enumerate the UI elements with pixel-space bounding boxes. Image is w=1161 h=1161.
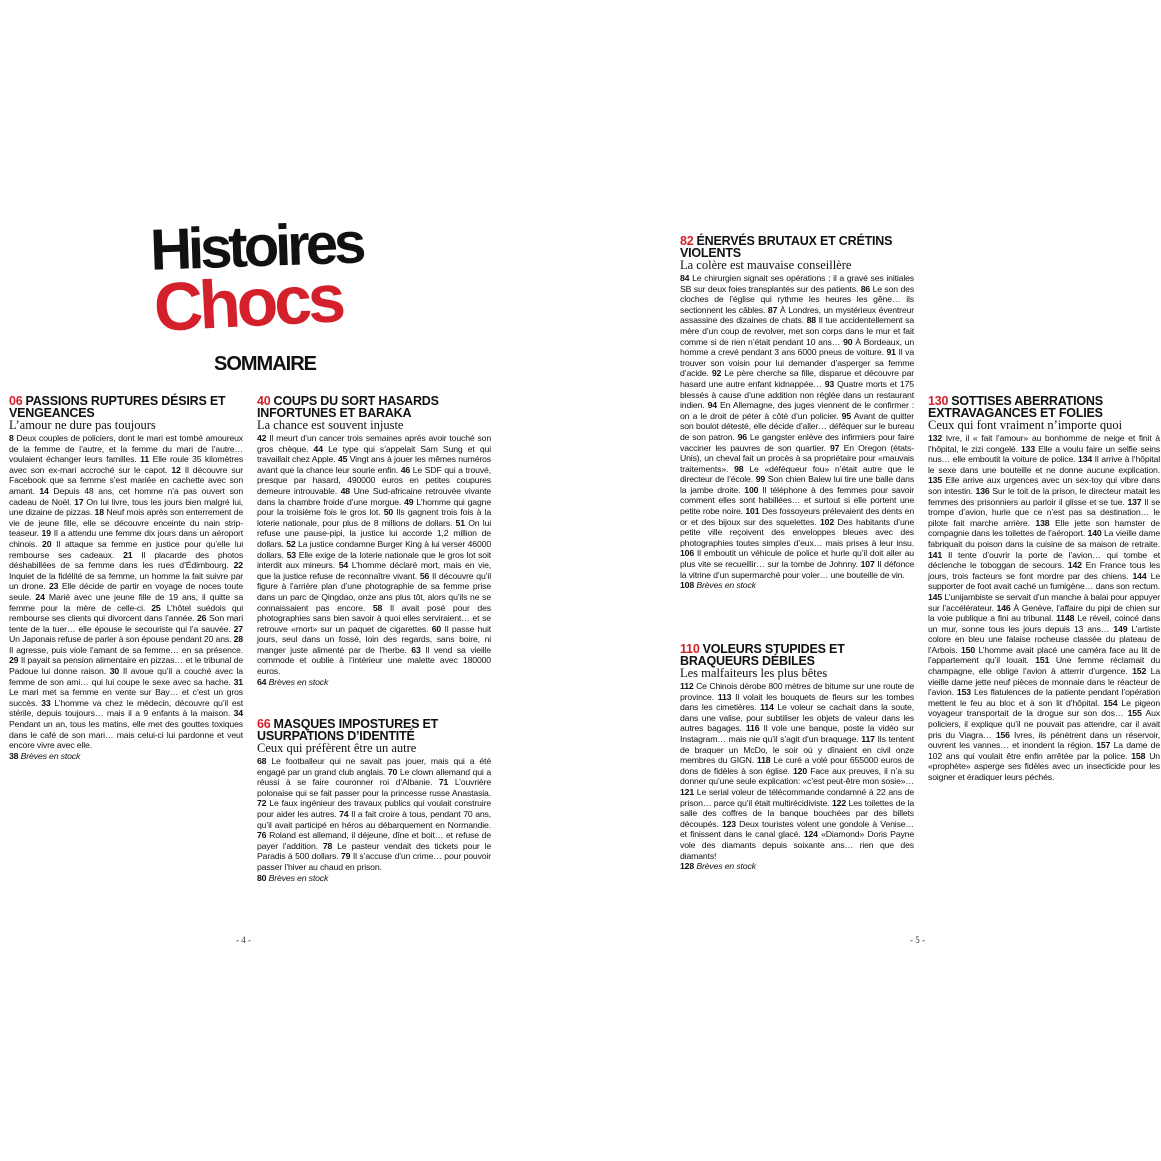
item-text: La vieille dame fabriquait du poison dans la cuisine de sa maison de retraite. [928, 528, 1160, 549]
item-page-number: 44 [313, 443, 323, 454]
item-text: Le pasteur vendait des tickets pour le Paradis à 500 dollars. [257, 840, 491, 862]
item-page-number: 116 [745, 723, 760, 734]
item-page-number: 156 [995, 729, 1010, 740]
item-page-number: 71 [438, 777, 449, 788]
item-page-number: 99 [755, 474, 766, 485]
item-text: À Bordeaux, un homme a crevé pendant 3 ans 6000 pneus de voiture. [680, 336, 915, 358]
item-page-number: 141 [928, 549, 943, 560]
item-page-number: 33 [41, 697, 51, 708]
item-text: Il emboutit un véhicule de police et hurle qu’il doit aller au plus vite se recueillir… sur la tombe de Johnny. [680, 548, 914, 570]
item-page-number: 1148 [1056, 613, 1075, 624]
section-subtitle: Ceux qui font vraiment n’importe quoi [928, 418, 1123, 432]
item-page-number: 70 [387, 766, 398, 777]
item-page-number: 84 [680, 273, 690, 283]
item-text: Il s’accuse d’un crime… pour pouvoir passer l’hiver au chaud en prison. [257, 851, 492, 872]
item-page-number: 153 [956, 687, 971, 698]
item-page-number: 78 [322, 840, 333, 851]
item-page-number: 34 [233, 708, 243, 719]
item-text: Un «prophète» asperge ses fidèles avec un insecticide pour les soigner et éradiquer leurs péchés. [928, 750, 1160, 782]
item-page-number: 120 [792, 765, 808, 776]
item-text: Avant de quitter son boulot détesté, elle décide d’aller… déféquer sur le bureau de son patron. [680, 410, 914, 442]
item-page-number: 20 [42, 538, 52, 549]
item-page-number: 68 [257, 756, 267, 766]
item-page-number: 133 [1020, 443, 1036, 454]
breves-label: Brèves en stock [696, 580, 756, 591]
item-page-number: 60 [431, 623, 442, 634]
section-title-text: PASSIONS RUPTURES DÉSIRS ET VENGEANCES [9, 394, 226, 420]
item-page-number: 146 [996, 602, 1011, 613]
item-text: En Oregon (états-Unis), un cheval fait un procès à sa propriétaire pour «mauvais traitements». [680, 442, 914, 474]
item-text: Il vole une banque, poste la vidéo sur Instagram… mais nie qu’il s’agit d’un braquage. [680, 723, 915, 744]
item-text: Une femme réclamait du champagne, elle oblige l’avion à atterrir d’urgence. [928, 655, 1161, 677]
section-page-number: 66 [257, 717, 271, 731]
item-page-number: 94 [707, 400, 717, 411]
section-items [928, 433, 1160, 783]
item-text: On lui livre, tous les jours bien malgré lui, une dizaine de pizzas. [9, 496, 244, 518]
item-page-number: 50 [383, 507, 394, 518]
item-page-number: 142 [1067, 560, 1082, 571]
section-title-text: COUPS DU SORT HASARDS INFORTUNES ET BARAKA [257, 394, 439, 420]
item-text: Il payait sa pension alimentaire en pizzas… et le tribunal de Padoue lui donne raison. [9, 655, 244, 677]
item-page-number: 49 [404, 496, 414, 507]
item-text: Des fossoyeurs prélevaient des dents en or et des bijoux sur des squelettes. [680, 506, 914, 527]
item-page-number: 29 [9, 655, 19, 666]
item-page-number: 140 [1087, 528, 1102, 539]
item-text: Il volait les bouquets de fleurs sur les tombes dans les cimetières. [680, 691, 915, 713]
item-page-number: 8 [9, 433, 14, 443]
section-page-number: 06 [9, 394, 23, 408]
section-items [257, 433, 491, 687]
item-page-number: 92 [711, 368, 722, 379]
section-title [257, 718, 491, 742]
item-page-number: 98 [734, 463, 744, 474]
item-page-number: 136 [975, 485, 990, 496]
item-text: Il a fait croire à tous, pendant 70 ans, qu’il avait participé en héros au débarquement en Normandie. [257, 808, 492, 830]
item-text: Deux touristes volent une gondole à Venise… et finissent dans le canal glacé. [680, 818, 915, 840]
item-text: Ivres, ils pénètrent dans un réservoir, ouvrent les vannes… et inondent la région. [928, 729, 1161, 751]
item-page-number: 138 [1035, 517, 1050, 528]
item-text: Le faux ingénieur des travaux publics qui voulait construire pour aider les autres. [257, 798, 492, 819]
item-page-number: 76 [257, 830, 267, 841]
logo-graphic [149, 205, 364, 380]
item-page-number: 24 [35, 591, 45, 602]
section-title [257, 395, 491, 419]
item-text: Il passe huit jours, seul dans un fossé, loin des regards, sans boire, ni manger juste alimenté par de l’herbe. [257, 623, 492, 655]
item-text: Les flatulences de la patiente pendant l’opération mettent le feu au bloc et à son lit d’hôpital. [928, 687, 1161, 708]
item-page-number: 114 [760, 702, 774, 713]
item-text: Le pigeon voyageur transportait de la drogue sur son dos… [928, 697, 1161, 719]
breves-page-number: 38 [9, 750, 19, 761]
item-text: On lui refuse une pause-pipi, la justice lui accorde 1,2 million de dollars. [257, 517, 492, 549]
item-page-number: 88 [806, 315, 816, 326]
item-text: Une Sud-africaine retrouvée vivante dans la chambre froide d’une morgue. [257, 485, 492, 507]
section-page-number: 110 [680, 642, 700, 656]
item-text: Il téléphone à des femmes pour savoir comment elles sont habillées… et surtout si elle portent une petite robe noire. [680, 484, 915, 517]
item-text: Il avait posé pour des photographies sans bien savoir à quoi elles serviraient… et se retrouve «mort» sur un paquet de cigarettes. [257, 602, 491, 634]
item-page-number: 135 [928, 475, 943, 486]
item-page-number: 25 [151, 602, 161, 613]
item-text: L’homme va chez le médecin, découvre qu’il est stérile, depuis toujours… mais il a 9 enfants à la maison. [9, 697, 244, 719]
item-page-number: 21 [123, 549, 133, 560]
item-page-number: 149 [1113, 623, 1128, 634]
item-page-number: 95 [841, 410, 852, 421]
item-text: Sur le toit de la prison, le directeur matait les femmes des prisonniers au parloir il glisse et se tue. [928, 485, 1161, 507]
breves-label: Brèves en stock [268, 676, 329, 687]
item-text: Un Japonais refuse de parler à son épouse pendant 20 ans. [9, 634, 232, 645]
section-coups-du-sort [257, 395, 491, 687]
section-passions [9, 395, 243, 761]
item-text: Le voleur se cachait dans la soute, dans une valise, pour subtiliser les objets de valeur dans les autres bagages. [680, 702, 914, 734]
breves-en-stock [680, 861, 914, 872]
item-page-number: 72 [257, 798, 267, 809]
item-page-number: 155 [1127, 708, 1142, 719]
item-text: Ivre, il « fait l’amour» au bonhomme de neige et finit à l’hôpital, le zizi congelé. [928, 433, 1160, 454]
logo-line3: SOMMAIRE [214, 353, 316, 375]
item-page-number: 112 [680, 681, 694, 691]
item-page-number: 154 [1103, 697, 1118, 708]
item-text: Deux couples de policiers, dont le mari est tombé amoureux de la femme de l’autre, et la femme du mari de l’autre… voulaient échanger leurs familles. [9, 433, 244, 465]
item-text: Le mari met sa femme en vente sur Bay… et c’est un gros succès. [9, 687, 243, 708]
breves-page-number: 80 [257, 872, 267, 883]
item-page-number: 150 [960, 644, 976, 655]
item-page-number: 54 [338, 560, 349, 571]
item-text: L’hôtel suédois qui rembourse ses clients qui divorcent dans l’année. [9, 602, 244, 624]
item-page-number: 45 [337, 454, 348, 465]
item-page-number: 53 [286, 549, 296, 560]
item-page-number: 51 [455, 517, 465, 528]
item-text: Ils gagnent trois fois à la loterie nationale, pour plus de 8 millions de dollars. [257, 507, 492, 528]
item-text: À Genève, l’affaire du pipi de chien sur la voie publique a fini au tribunal. [928, 602, 1161, 624]
item-text: Le réveil, coincé dans un mur, sonne tous les jours depuis 13 ans… [928, 613, 1161, 634]
item-text: À Londres, un mystérieux éventreur assassine des dizaines de chats. [680, 304, 914, 326]
section-subtitle: L’amour ne dure pas toujours [9, 418, 156, 432]
item-text: Ce Chinois dérobe 800 mètres de bitume sur une route de province. [680, 681, 915, 702]
item-text: Aux policiers, il explique qu’il ne pouvait pas attendre, car il avait pris du Viagra… [928, 708, 1160, 740]
item-text: Face aux preuves, il n’a su donner qu’une seule explication: «c’est peut-être mon sosie»… [680, 765, 914, 787]
item-page-number: 145 [928, 591, 943, 602]
breves-en-stock [680, 580, 914, 591]
item-page-number: 42 [257, 433, 267, 443]
item-page-number: 27 [233, 623, 243, 634]
item-page-number: 134 [1078, 454, 1093, 465]
breves-en-stock [9, 751, 243, 762]
item-text: Il va trouver son voisin pour lui demander d’asperger sa femme d’acide. [680, 347, 915, 379]
page-number-right: - 5 - [910, 935, 925, 945]
breves-page-number: 128 [680, 861, 695, 872]
item-page-number: 56 [419, 570, 430, 581]
item-page-number: 90 [843, 336, 853, 347]
item-page-number: 121 [680, 786, 695, 797]
item-page-number: 144 [1132, 570, 1147, 581]
section-page-number: 40 [257, 394, 271, 408]
section-enerves [680, 235, 914, 591]
item-text: «Diamond» Doris Payne vole des diamants depuis soixante ans… rien que des diamants! [680, 829, 915, 861]
item-page-number: 63 [411, 644, 421, 655]
item-text: Il placarde des photos déshabillées de sa femme dans les rues d’Édimbourg. [9, 549, 244, 571]
item-page-number: 87 [767, 304, 778, 315]
item-page-number: 31 [233, 676, 243, 687]
logo-line2: Chocs [152, 260, 344, 346]
item-page-number: 30 [109, 666, 120, 677]
item-page-number: 79 [340, 851, 351, 862]
section-title [9, 395, 243, 419]
item-page-number: 101 [745, 506, 760, 517]
item-page-number: 12 [171, 464, 181, 475]
section-title [680, 235, 914, 259]
section-page-number: 82 [680, 234, 694, 248]
item-page-number: 46 [400, 464, 411, 475]
item-page-number: 117 [861, 733, 875, 744]
item-page-number: 26 [196, 613, 207, 624]
item-text: Il agresse, puis viole l’amant de sa femme… en sa présence. [9, 644, 243, 655]
item-page-number: 100 [744, 484, 759, 495]
item-text: Le serial voleur de télécommande condamné à 22 ans de prison… parce qu’il était multirécidiviste. [680, 786, 914, 808]
item-text: La dame de 102 ans qui voulait être enfin arrêtée par la police. [928, 740, 1160, 761]
item-text: Neuf mois après son enterrement de vie de jeune fille, elle se découvre enceinte du nain strip-teaseur. [9, 507, 244, 539]
item-page-number: 28 [233, 634, 243, 645]
item-page-number: 18 [94, 507, 104, 518]
item-text: Le chirurgien signait ses opérations : il a gravé ses initiales SB sur deux foies transplantés sur des patients. [680, 273, 914, 294]
item-text: Le footballeur qui ne savait pas jouer, mais qui a été engagé par un grand club anglais. [257, 756, 491, 777]
item-text: Il tente d’ouvrir la porte de l’avion… qui tombe et déclenche le toboggan de secours. [928, 549, 1161, 571]
breves-label: Brèves en stock [20, 750, 81, 761]
item-page-number: 52 [286, 538, 296, 549]
section-title [928, 395, 1160, 419]
page-number-left: - 4 - [236, 935, 251, 945]
item-text: Inquiet de la fidélité de sa femme, un homme la fait suivre par un drone. [9, 570, 243, 592]
item-text: En France tous les jours, trois facteurs se font mordre par des chiens. [928, 560, 1161, 581]
item-text: Le type qui s’appelait Sam Sung et qui travaillait chez Apple. [257, 443, 491, 465]
section-items [9, 433, 243, 761]
item-page-number: 19 [41, 528, 51, 539]
item-page-number: 93 [824, 378, 835, 389]
item-page-number: 157 [1096, 740, 1111, 751]
item-text: Il défonce la vitrine d’un supermarché pour voler… une bouteille de vin. [680, 559, 915, 580]
item-page-number: 113 [717, 691, 732, 702]
breves-label: Brèves en stock [696, 861, 756, 872]
item-page-number: 132 [928, 433, 943, 443]
item-text: Il se trompe d’avion, hurle que ce n’est pas sa destination… le pilote fait marche arrière. [928, 496, 1161, 528]
item-page-number: 86 [860, 283, 871, 294]
item-page-number: 97 [829, 442, 840, 453]
item-text: Roland est allemand, il déjeune, dîne et boit… et refuse de payer l’addition. [257, 830, 492, 851]
item-page-number: 58 [372, 602, 383, 613]
item-page-number: 17 [74, 496, 84, 507]
item-page-number: 123 [721, 818, 736, 829]
section-title-text: VOLEURS STUPIDES ET BRAQUEURS DÉBILES [680, 642, 845, 668]
item-text: Il avoue qu’il a couché avec la femme de son ami… qui lui coupe le sexe avec sa hache. [9, 666, 243, 687]
item-text: Elle exige de la loterie nationale que le gros lot soit interdit aux mineurs. [257, 549, 492, 571]
breves-page-number: 64 [257, 676, 267, 687]
item-page-number: 11 [140, 454, 150, 465]
item-text: L’homme déclaré mort, mais en vie, que la justice refuse de reconnaître vivant. [257, 560, 492, 581]
item-page-number: 158 [1131, 750, 1146, 761]
logo-line1: Histoires [149, 210, 364, 283]
item-text: Il vend sa vieille commode et oublie à l’intérieur une malette avec 180000 euros. [257, 644, 491, 677]
section-voleurs [680, 643, 914, 872]
item-text: Depuis 48 ans, cet homme n’a pas ouvert son cadeau de Noël. [9, 485, 244, 507]
item-text: Ils tentent de braquer un McDo, le soir où y dînaient en civil onze membres du GIGN. [680, 733, 914, 766]
item-page-number: 23 [49, 581, 59, 592]
item-text: Il attaque sa femme en justice pour qu’elle lui rembourse ses cadeaux. [9, 538, 243, 560]
item-text: L’ouvrière polonaise qui se fait passer pour la princesse russe Anastasia. [257, 777, 491, 798]
item-page-number: 22 [233, 560, 243, 571]
item-text: Son chien Balew lui tire une balle dans la jambe droite. [680, 474, 915, 495]
item-text: Il tue accidentellement sa mère d’un coup de revolver, met son corps dans le mur et fait comme si de rien n’était pendant 10 ans… [680, 315, 915, 347]
section-items [680, 273, 914, 591]
item-text: Quatre morts et 175 blessés à cause d’une addition non réglée dans un restaurant indien. [680, 378, 914, 411]
item-text: Marié avec une jeune fille de 19 ans, il quitte sa femme pour la mère de celle-ci. [9, 591, 243, 613]
section-items [257, 756, 491, 883]
item-page-number: 74 [339, 808, 349, 819]
section-subtitle: Ceux qui préfèrent être un autre [257, 741, 417, 755]
item-page-number: 14 [39, 485, 49, 496]
item-text: Des habitants d’une petite ville reçoivent des enveloppes bleues avec des photographies toutes simples d’eux… mais prises à leur insu. [680, 516, 914, 548]
section-subtitle: La chance est souvent injuste [257, 418, 404, 432]
item-text: Le père cherche sa fille, disparue et découvre par hasard une autre enfant kidnappée… [680, 368, 915, 389]
item-text: Le clown allemand qui a réussi à se faire couronner roi d’Albanie. [257, 766, 492, 788]
item-page-number: 152 [1132, 666, 1147, 677]
item-text: Le gangster enlève des infirmiers pour faire vacciner les pauvres de son quartier. [680, 431, 915, 453]
breves-page-number: 108 [680, 580, 695, 591]
section-subtitle: La colère est mauvaise conseillère [680, 258, 852, 272]
item-text: Vingt ans à jouer les mêmes numéros avant que la chance leur sourie enfin. [257, 454, 492, 475]
item-text: Le curé a volé pour 655000 euros de dons de fidèles à son église. [680, 755, 915, 776]
item-page-number: 106 [680, 548, 695, 559]
section-masques [257, 718, 491, 883]
item-text: Il découvre qu’il figure à l’arrière plan d’une photographie de sa femme prise dans un parc de Qingdao, onze ans plus tôt, alors qu’ils ne se connaissaient pas encore. [257, 570, 491, 613]
item-text: Le SDF qui a trouvé, presque par hasard, 490000 euros en petites coupures demeure introuvable. [257, 464, 491, 496]
item-page-number: 96 [737, 431, 747, 442]
item-page-number: 124 [803, 829, 818, 840]
item-text: Il meurt d’un cancer trois semaines après avoir touché son gros chèque. [257, 433, 491, 454]
item-text: Elle jette son hamster de compagnie dans les toilettes de l’aéroport. [928, 517, 1160, 539]
item-text: L’unijambiste se servait d’un manche à balai pour appuyer sur l’accélérateur. [928, 591, 1161, 613]
item-text: Elle roule 35 kilomètres avec son ex-mari accroché sur le capot. [9, 454, 244, 475]
item-text: Il découvre sur Facebook que sa femme s’est mariée en cachette avec son amant. [9, 464, 243, 496]
item-text: Les toilettes de la salle des coffres de la banque bouchées par des billets découpés. [680, 797, 914, 829]
item-text: L’homme avait placé une caméra face au lit de l’appartement qu’il louait. [928, 644, 1161, 666]
item-text: Le «déféqueur fou» n’était autre que le directeur de l’école. [680, 463, 915, 485]
item-text: Pendant un an, tous les matins, elle met des gouttes toxiques dans le café de son mari… mais celui-ci lui pardonne et veut encore vivre avec elle. [9, 719, 243, 751]
section-page-number: 130 [928, 394, 949, 408]
item-text: Le son des cloches de l’église qui rythme les heures les gêne… ils sectionnent les câbles. [680, 283, 915, 315]
item-text: Elle arrive aux urgences avec un sex-toy qui vibre dans son intestin. [928, 475, 1160, 496]
section-title-text: ÉNERVÉS BRUTAUX ET CRÉTINS VIOLENTS [680, 234, 893, 260]
item-text: Son mari tente de la tuer… elle épouse le secouriste qui l’a sauvée. [9, 613, 243, 634]
section-title-text: MASQUES IMPOSTURES ET USURPATIONS D’IDENTITÉ [257, 717, 439, 743]
item-page-number: 122 [831, 797, 847, 808]
item-text: Il a attendu une femme dix jours dans un aéroport chinois. [9, 528, 244, 549]
section-sottises [928, 395, 1160, 783]
item-text: Le supporter de foot avait caché un fumigène… dans son rectum. [928, 570, 1161, 592]
item-text: En Allemagne, des juges viennent de le confirmer : on a le droit de péter à côté d’un policier. [680, 400, 915, 421]
section-title [680, 643, 914, 667]
section-items [680, 681, 914, 872]
item-page-number: 137 [1127, 496, 1142, 507]
item-page-number: 48 [340, 485, 350, 496]
item-text: Elle a voulu faire un selfie seins nus… elle emboutit la voiture de police. [928, 443, 1160, 465]
histoires-chocs-logo [149, 205, 364, 380]
section-title-text: SOTTISES ABERRATIONS EXTRAVAGANCES ET FOLIES [928, 394, 1103, 420]
item-page-number: 118 [756, 755, 771, 766]
item-page-number: 102 [819, 516, 834, 527]
item-page-number: 91 [886, 347, 896, 358]
item-text: Il arrive à l’hôpital le sexe dans une bouteille et ne donne aucune explication. [928, 454, 1161, 475]
item-text: L’artiste colore en bleu une falaise rocheuse classée du plateau de l’Arbois. [928, 623, 1161, 655]
breves-en-stock [257, 873, 491, 884]
item-page-number: 151 [1035, 655, 1050, 666]
item-text: La justice condamne Burger King à lui verser 46000 dollars. [257, 538, 492, 560]
item-text: L’homme qui gagne pour la troisième fois le gros lot. [257, 496, 492, 518]
section-subtitle: Les malfaiteurs les plus bêtes [680, 666, 828, 680]
item-text: La vieille dame jette neuf pièces de monnaie dans le réacteur de l’avion. [928, 666, 1161, 698]
item-text: Elle décide de partir en voyage de noces toute seule. [9, 581, 244, 602]
breves-label: Brèves en stock [268, 872, 329, 883]
item-page-number: 107 [860, 559, 875, 570]
breves-en-stock [257, 677, 491, 688]
